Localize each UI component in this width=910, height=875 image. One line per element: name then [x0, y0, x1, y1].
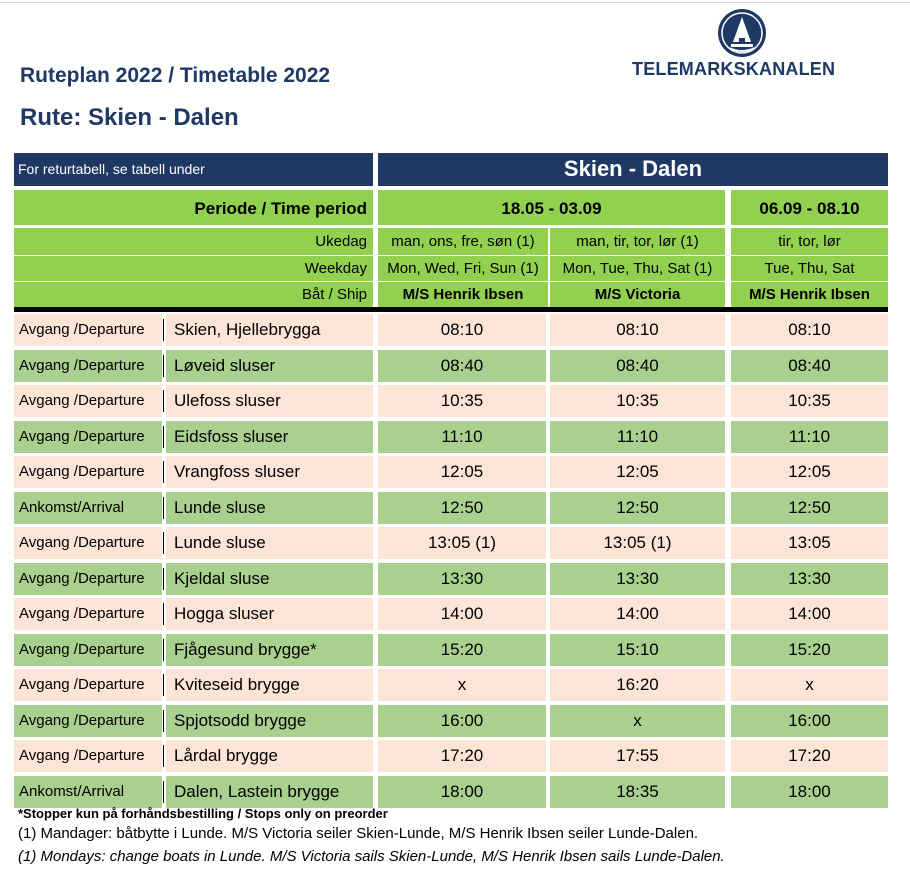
- period-1: 18.05 - 03.09: [378, 190, 725, 225]
- row-separator: [163, 781, 164, 803]
- row-separator: [163, 710, 164, 732]
- row-type-label: Avgang /Departure: [14, 563, 162, 595]
- route-title: Rute: Skien - Dalen: [20, 104, 239, 131]
- stop-name: Løveid sluser: [166, 350, 373, 382]
- time-cell-col-1: 13:30: [378, 563, 546, 595]
- time-cell-col-1: 12:50: [378, 492, 546, 524]
- time-cell-col-2: 15:10: [550, 634, 725, 666]
- row-separator: [163, 603, 164, 625]
- time-cell-col-3: 16:00: [731, 705, 888, 737]
- ukedag-col-1: man, ons, fre, søn (1): [378, 228, 548, 255]
- time-cell-col-2: 10:35: [550, 385, 725, 417]
- stop-name: Kviteseid brygge: [166, 669, 373, 701]
- time-cell-col-3: 08:10: [731, 314, 888, 346]
- row-type-label: Avgang /Departure: [14, 527, 162, 559]
- time-cell-col-1: 12:05: [378, 456, 546, 488]
- header-divider: [14, 307, 888, 312]
- stop-name: Fjågesund brygge*: [166, 634, 373, 666]
- time-cell-col-1: 08:40: [378, 350, 546, 382]
- ship-col-1: M/S Henrik Ibsen: [378, 282, 548, 307]
- stop-name: Lunde sluse: [166, 492, 373, 524]
- row-separator: [163, 532, 164, 554]
- top-rule: [0, 2, 910, 3]
- row-type-label: Avgang /Departure: [14, 740, 162, 772]
- row-type-label: Avgang /Departure: [14, 350, 162, 382]
- time-cell-col-3: 11:10: [731, 421, 888, 453]
- boat-emblem-icon: [717, 8, 767, 58]
- stop-name: Eidsfoss sluser: [166, 421, 373, 453]
- time-cell-col-3: 12:50: [731, 492, 888, 524]
- time-cell-col-1: 13:05 (1): [378, 527, 546, 559]
- row-separator: [163, 639, 164, 661]
- time-cell-col-2: 14:00: [550, 598, 725, 630]
- time-cell-col-3: 08:40: [731, 350, 888, 382]
- row-type-label: Avgang /Departure: [14, 669, 162, 701]
- period-label: Periode / Time period: [14, 190, 373, 225]
- row-separator: [163, 568, 164, 590]
- row-type-label: Avgang /Departure: [14, 421, 162, 453]
- time-cell-col-1: 14:00: [378, 598, 546, 630]
- time-cell-col-1: 17:20: [378, 740, 546, 772]
- stop-name: Spjotsodd brygge: [166, 705, 373, 737]
- stop-name: Lårdal brygge: [166, 740, 373, 772]
- time-cell-col-3: 14:00: [731, 598, 888, 630]
- telemarkskanalen-logo: [632, 8, 862, 83]
- row-separator: [163, 461, 164, 483]
- ship-label: Båt / Ship: [14, 282, 373, 307]
- time-cell-col-2: 11:10: [550, 421, 725, 453]
- time-cell-col-1: 10:35: [378, 385, 546, 417]
- row-separator: [163, 426, 164, 448]
- time-cell-col-1: x: [378, 669, 546, 701]
- row-type-label: Ankomst/Arrival: [14, 776, 162, 808]
- time-cell-col-1: 16:00: [378, 705, 546, 737]
- time-cell-col-1: 11:10: [378, 421, 546, 453]
- row-separator: [163, 674, 164, 696]
- stop-name: Kjeldal sluse: [166, 563, 373, 595]
- row-separator: [163, 355, 164, 377]
- time-cell-col-3: 10:35: [731, 385, 888, 417]
- monday-note-en: (1) Mondays: change boats in Lunde. M/S Victoria sails Skien-Lunde, M/S Henrik Ibsen sails Lunde-Dalen.: [18, 848, 725, 865]
- route-banner: Skien - Dalen: [378, 153, 888, 186]
- row-type-label: Avgang /Departure: [14, 634, 162, 666]
- row-type-label: Ankomst/Arrival: [14, 492, 162, 524]
- return-note: For returtabell, se tabell under: [14, 153, 373, 186]
- weekday-col-2: Mon, Tue, Thu, Sat (1): [550, 256, 725, 281]
- time-cell-col-1: 18:00: [378, 776, 546, 808]
- time-cell-col-2: 12:05: [550, 456, 725, 488]
- weekday-col-1: Mon, Wed, Fri, Sun (1): [378, 256, 548, 281]
- weekday-col-3: Tue, Thu, Sat: [731, 256, 888, 281]
- time-cell-col-3: 13:30: [731, 563, 888, 595]
- time-cell-col-3: 15:20: [731, 634, 888, 666]
- row-separator: [163, 390, 164, 412]
- time-cell-col-2: 12:50: [550, 492, 725, 524]
- monday-note-no: (1) Mandager: båtbytte i Lunde. M/S Victoria seiler Skien-Lunde, M/S Henrik Ibsen seiler Lunde-Dalen.: [18, 825, 699, 842]
- time-cell-col-2: 13:30: [550, 563, 725, 595]
- time-cell-col-2: 08:40: [550, 350, 725, 382]
- row-separator: [163, 745, 164, 767]
- logo-text: TELEMARKSKANALEN: [632, 59, 836, 79]
- time-cell-col-2: x: [550, 705, 725, 737]
- row-type-label: Avgang /Departure: [14, 314, 162, 346]
- time-cell-col-3: x: [731, 669, 888, 701]
- row-separator: [163, 319, 164, 341]
- time-cell-col-2: 13:05 (1): [550, 527, 725, 559]
- time-cell-col-3: 13:05: [731, 527, 888, 559]
- ukedag-col-2: man, tir, tor, lør (1): [550, 228, 725, 255]
- row-type-label: Avgang /Departure: [14, 598, 162, 630]
- stop-name: Skien, Hjellebrygga: [166, 314, 373, 346]
- stop-name: Hogga sluser: [166, 598, 373, 630]
- time-cell-col-2: 18:35: [550, 776, 725, 808]
- time-cell-col-2: 16:20: [550, 669, 725, 701]
- time-cell-col-1: 08:10: [378, 314, 546, 346]
- stop-name: Lunde sluse: [166, 527, 373, 559]
- stop-name: Dalen, Lastein brygge: [166, 776, 373, 808]
- stop-name: Vrangfoss sluser: [166, 456, 373, 488]
- row-type-label: Avgang /Departure: [14, 705, 162, 737]
- time-cell-col-1: 15:20: [378, 634, 546, 666]
- time-cell-col-3: 12:05: [731, 456, 888, 488]
- preorder-note: *Stopper kun på forhåndsbestilling / Stops only on preorder: [18, 806, 388, 821]
- row-type-label: Avgang /Departure: [14, 385, 162, 417]
- ship-col-2: M/S Victoria: [550, 282, 725, 307]
- time-cell-col-2: 08:10: [550, 314, 725, 346]
- time-cell-col-2: 17:55: [550, 740, 725, 772]
- ship-col-3: M/S Henrik Ibsen: [731, 282, 888, 307]
- weekday-label: Weekday: [14, 256, 373, 281]
- period-2: 06.09 - 08.10: [731, 190, 888, 225]
- ukedag-label: Ukedag: [14, 228, 373, 255]
- time-cell-col-3: 18:00: [731, 776, 888, 808]
- page-title: Ruteplan 2022 / Timetable 2022: [20, 64, 331, 87]
- stop-name: Ulefoss sluser: [166, 385, 373, 417]
- time-cell-col-3: 17:20: [731, 740, 888, 772]
- row-type-label: Avgang /Departure: [14, 456, 162, 488]
- row-separator: [163, 497, 164, 519]
- ukedag-col-3: tir, tor, lør: [731, 228, 888, 255]
